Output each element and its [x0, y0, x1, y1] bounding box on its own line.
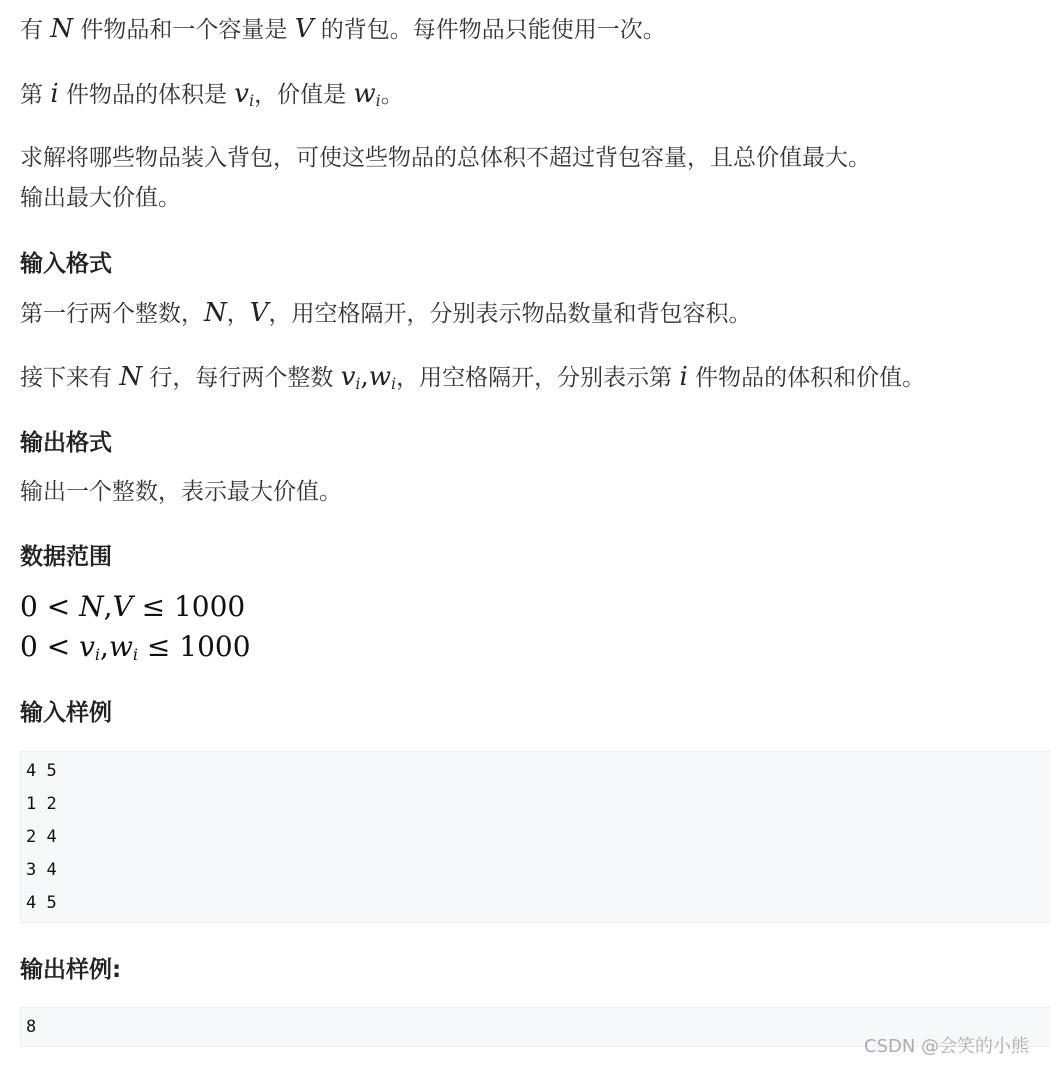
intro-line-1 — [20, 14, 666, 45]
sample-input-heading: 输入样例 — [20, 700, 112, 726]
math-subscript: i — [248, 91, 255, 110]
intro-line-3: 求解将哪些物品装入背包，可使这些物品的总体积不超过背包容量，且总价值最大。 — [20, 145, 871, 171]
text-segment: 有 — [20, 17, 51, 43]
math-text: 0 < — [20, 630, 80, 663]
code-line: 8 — [26, 1017, 37, 1037]
output-format-heading: 输出格式 — [20, 430, 112, 456]
math-comma: , — [360, 362, 369, 392]
math-v: V — [112, 590, 133, 623]
text-segment: 行，每行两个整数 — [142, 365, 341, 391]
math-n: N — [79, 590, 104, 623]
text-segment: 的背包。每件物品只能使用一次。 — [313, 17, 666, 43]
code-line: 4 5 — [26, 761, 57, 781]
text-segment: 接下来有 — [20, 365, 120, 391]
math-i: i — [679, 362, 688, 392]
text-segment: ，用空格隔开，分别表示物品数量和背包容积。 — [268, 301, 752, 327]
data-range-line-2 — [20, 630, 251, 672]
math-subscript: i — [375, 91, 381, 110]
math-subscript: i — [132, 645, 139, 664]
sample-output-heading: 输出样例: — [20, 957, 122, 983]
text-segment: ， — [226, 301, 250, 327]
data-range-heading: 数据范围 — [20, 544, 112, 570]
intro-line-4: 输出最大价值。 — [20, 185, 181, 211]
intro-line-2 — [20, 79, 404, 116]
math-n: N — [119, 362, 143, 392]
math-w-lower: w — [108, 630, 133, 663]
math-v-lower: v — [234, 79, 249, 109]
code-line: 3 4 — [26, 860, 57, 880]
math-subscript: i — [94, 645, 101, 664]
text-segment: ，用空格隔开，分别表示第 — [396, 365, 680, 391]
math-n: N — [204, 298, 227, 328]
problem-statement — [20, 0, 1050, 1067]
math-subscript: i — [355, 374, 361, 393]
math-v: V — [294, 14, 314, 44]
input-format-line-1 — [20, 298, 752, 329]
code-line: 4 5 — [26, 893, 57, 913]
math-text: ≤ 1000 — [132, 590, 246, 623]
math-v-lower: v — [79, 630, 95, 663]
code-line: 1 2 — [26, 794, 57, 814]
input-format-heading: 输入格式 — [20, 251, 112, 277]
data-range-line-1 — [20, 590, 245, 624]
math-n: N — [50, 14, 74, 44]
sample-input-code-block[interactable] — [20, 751, 1050, 923]
csdn-watermark: CSDN @会笑的小熊 — [864, 1036, 1030, 1057]
text-segment: 第 — [20, 82, 51, 108]
math-i: i — [50, 79, 59, 109]
math-text: ≤ 1000 — [138, 630, 251, 663]
math-comma: , — [103, 590, 113, 623]
math-v: V — [249, 298, 269, 328]
math-w-lower: w — [368, 362, 392, 392]
output-format-line-1: 输出一个整数，表示最大价值。 — [20, 479, 342, 505]
math-subscript: i — [391, 374, 397, 393]
math-text: 0 < — [20, 590, 80, 623]
math-v-lower: v — [340, 362, 356, 392]
text-segment: 件物品的体积和价值。 — [687, 365, 926, 391]
math-w-lower: w — [353, 79, 376, 109]
text-segment: 。 — [380, 82, 404, 108]
text-segment: ，价值是 — [254, 82, 354, 108]
text-segment: 第一行两个整数， — [20, 301, 204, 327]
text-segment: 件物品的体积是 — [58, 82, 235, 108]
text-segment: 件物品和一个容量是 — [73, 17, 295, 43]
code-line: 2 4 — [26, 827, 57, 847]
math-comma: , — [100, 630, 109, 663]
input-format-line-2 — [20, 362, 925, 399]
